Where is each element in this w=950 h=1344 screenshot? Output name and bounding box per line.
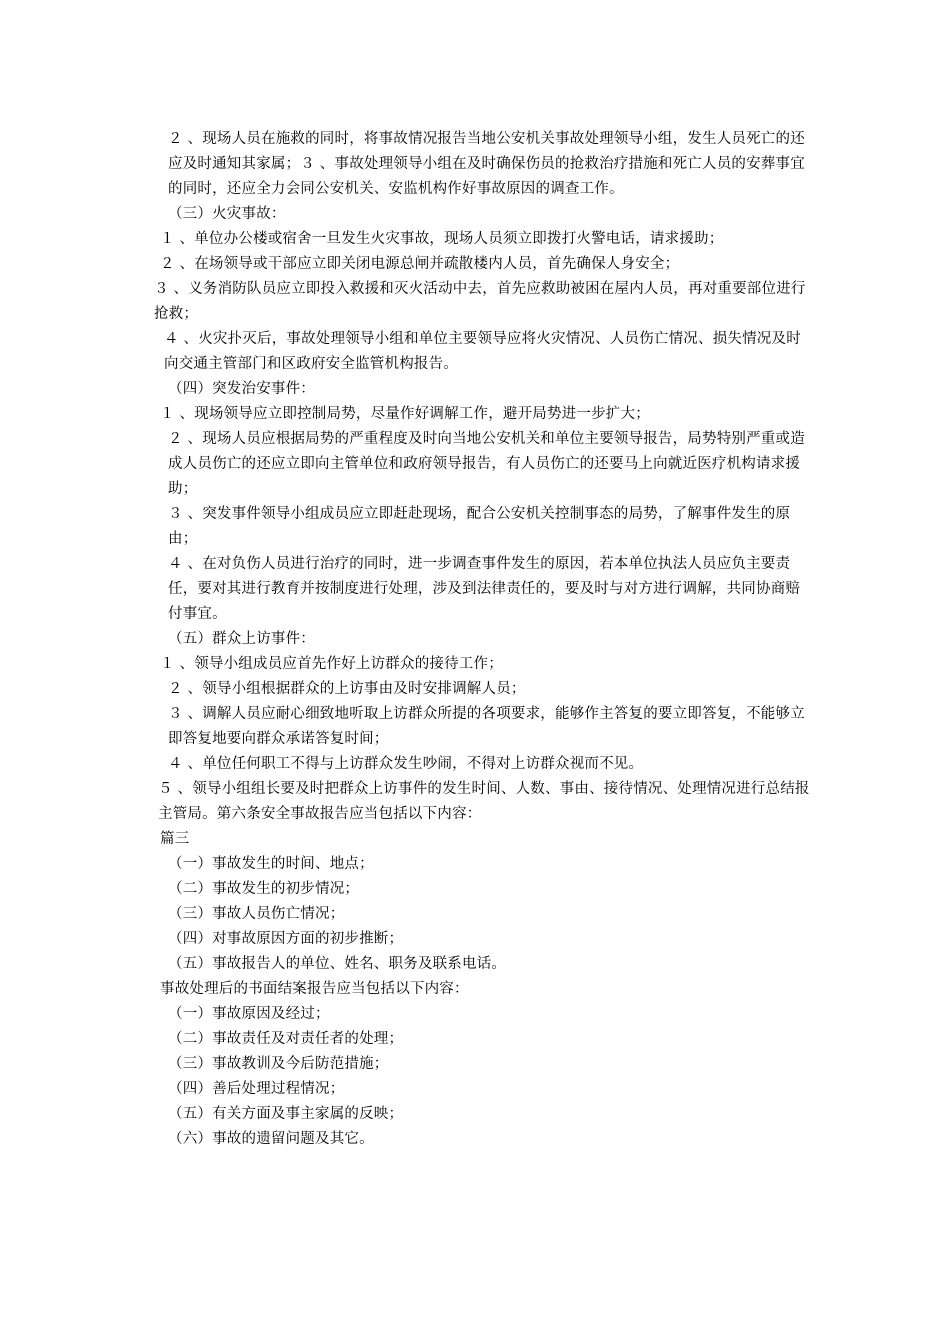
paragraph-fire-3: ３ 、义务消防队员应立即投入救援和灭火活动中去，首先应救助被困在屋内人员，再对重要部位进行抢救； [154,281,806,322]
section-heading-petition: （五）群众上访事件： [168,631,315,647]
paragraph-petition-3: ３ 、调解人员应耐心细致地听取上访群众所提的各项要求，能够作主答复的要立即答复，不能够立即答复地要向群众承诺答复时间； [168,706,805,747]
section-heading-part-three: 篇三 [160,831,190,847]
paragraph-petition-1: １ 、领导小组成员应首先作好上访群众的接待工作； [160,656,503,672]
report-item-5: （五）事故报告人的单位、姓名、职务及联系电话。 [168,956,507,972]
closing-item-5: （五）有关方面及事主家属的反映； [168,1106,404,1122]
closing-item-4: （四）善后处理过程情况； [168,1081,345,1097]
section-heading-security: （四）突发治安事件： [168,381,315,397]
document-body [146,127,811,1152]
report-item-3: （三）事故人员伤亡情况； [168,906,345,922]
closing-item-3: （三）事故教训及今后防范措施； [168,1056,389,1072]
paragraph-petition-5: ５ 、领导小组组长要及时把群众上访事件的发生时间、人数、事由、接待情况、处理情况进行总结报主管局。第六条安全事故报告应当包括以下内容： [158,781,810,822]
paragraph-security-2: ２ 、现场人员应根据局势的严重程度及时向当地公安机关和单位主要领导报告，局势特别严重或造成人员伤亡的还应立即向主管单位和政府领导报告，有人员伤亡的还要马上向就近医疗机构请求援助； [168,431,805,497]
report-item-1: （一）事故发生的时间、地点； [168,856,374,872]
paragraph-security-4: ４ 、在对负伤人员进行治疗的同时，进一步调查事件发生的原因，若本单位执法人员应负主要责任，要对其进行教育并按制度进行处理，涉及到法律责任的，要及时与对方进行调解，共同协商赔付事宜。 [168,556,801,622]
paragraph-fire-1: １ 、单位办公楼或宿舍一旦发生火灾事故，现场人员须立即拨打火警电话，请求援助； [160,231,724,247]
paragraph-security-1: １ 、现场领导应立即控制局势，尽量作好调解工作，避开局势进一步扩大； [160,406,650,422]
paragraph-fire-2: ２ 、在场领导或干部应立即关闭电源总闸并疏散楼内人员，首先确保人身安全； [160,256,680,272]
closing-item-1: （一）事故原因及经过； [168,1006,330,1022]
paragraph-petition-2: ２ 、领导小组根据群众的上访事由及时安排调解人员； [168,681,526,697]
section-heading-fire: （三）火灾事故： [168,206,286,222]
closing-report-heading: 事故处理后的书面结案报告应当包括以下内容： [160,981,469,997]
report-item-4: （四）对事故原因方面的初步推断； [168,931,404,947]
paragraph-fire-4: ４ 、火灾扑灭后，事故处理领导小组和单位主要领导应将火灾情况、人员伤亡情况、损失情况及时向交通主管部门和区政府安全监管机构报告。 [164,331,801,372]
paragraph-security-3: ３ 、突发事件领导小组成员应立即赶赴现场，配合公安机关控制事态的局势，了解事件发生的原由； [168,506,791,547]
closing-item-6: （六）事故的遗留问题及其它。 [168,1131,374,1147]
paragraph-petition-4: ４ 、单位任何职工不得与上访群众发生吵闹，不得对上访群众视而不见。 [168,756,644,772]
paragraph-1: ２ 、现场人员在施救的同时，将事故情况报告当地公安机关事故处理领导小组，发生人员死亡的还应及时通知其家属；３ 、事故处理领导小组在及时确保伤员的抢救治疗措施和死亡人员的安葬事宜的同时，还应全力会同公安机关、安监机构作好事故原因的调查工作。 [168,131,805,197]
report-item-2: （二）事故发生的初步情况； [168,881,360,897]
closing-item-2: （二）事故责任及对责任者的处理； [168,1031,404,1047]
